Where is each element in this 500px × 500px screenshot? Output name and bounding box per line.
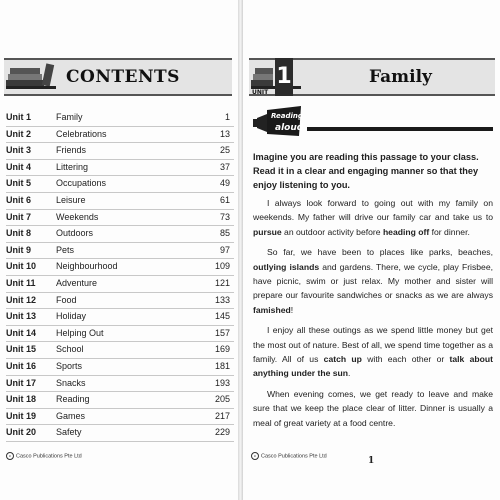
toc-unit: Unit 5	[6, 178, 32, 189]
toc-page: 145	[214, 311, 230, 322]
toc-row	[6, 276, 234, 293]
toc-page: 25	[219, 145, 230, 156]
svg-text:UNIT: UNIT	[252, 89, 269, 94]
toc-page: 157	[214, 327, 230, 338]
toc-row	[6, 425, 234, 442]
toc-title: Littering	[56, 161, 89, 172]
toc-row	[6, 392, 234, 409]
toc-row	[6, 193, 234, 210]
toc-page: 121	[214, 277, 230, 288]
toc-row	[6, 127, 234, 144]
contents-page	[0, 0, 238, 500]
highlighted-phrase: outlying islands	[253, 261, 320, 272]
toc-row	[6, 293, 234, 310]
toc-title: Weekends	[56, 211, 99, 222]
toc-title: Celebrations	[56, 128, 107, 139]
page-number: 1	[368, 456, 375, 466]
toc-title: Helping Out	[56, 327, 104, 338]
toc-unit: Unit 13	[6, 311, 37, 322]
toc-page: 169	[214, 344, 230, 355]
toc-title: Leisure	[56, 194, 86, 205]
passage-text: and gardens. There, we cycle, play Frisbee, have picnic, swim or just relax. My mother and sister will prepare our favourite sandwiches or snacks as we are always	[253, 261, 493, 301]
passage-text: with each other or	[361, 354, 450, 365]
passage-paragraph	[253, 245, 493, 317]
toc-page: 73	[219, 211, 230, 222]
toc-page: 109	[214, 261, 230, 272]
table-of-contents	[6, 110, 234, 442]
toc-page: 61	[219, 194, 230, 205]
toc-unit: Unit 1	[6, 112, 32, 122]
toc-unit: Unit 12	[6, 294, 37, 305]
reading-passage	[253, 196, 493, 436]
svg-text:Reading: Reading	[271, 112, 303, 120]
toc-unit: Unit 6	[6, 194, 32, 205]
toc-page: 181	[214, 360, 230, 371]
toc-unit: Unit 10	[6, 261, 37, 272]
toc-page: 193	[214, 377, 230, 388]
page-title: CONTENTS	[66, 67, 180, 87]
toc-unit: Unit 14	[6, 327, 37, 338]
unit-title: Family	[369, 67, 432, 87]
toc-title: Friends	[56, 145, 87, 156]
passage-text: for dinner.	[429, 226, 470, 237]
svg-text:aloud: aloud	[275, 123, 303, 133]
instructions: Imagine you are reading this passage to your class. Read it in a clear and engaging manner so that they enjoy listening to you.	[253, 152, 479, 190]
toc-title: Sports	[56, 360, 83, 371]
toc-unit: Unit 9	[6, 244, 32, 255]
toc-title: Family	[56, 112, 83, 122]
toc-title: Occupations	[56, 178, 107, 189]
toc-unit: Unit 8	[6, 228, 32, 239]
toc-unit: Unit 7	[6, 211, 32, 222]
highlighted-phrase: heading off	[382, 226, 430, 237]
toc-title: School	[56, 344, 84, 355]
reading-aloud-icon	[253, 104, 303, 140]
highlighted-phrase: talk about anything under the sun	[253, 354, 494, 379]
passage-paragraph	[253, 387, 493, 430]
unit-page	[243, 0, 500, 500]
toc-row	[6, 309, 234, 326]
toc-unit: Unit 4	[6, 161, 32, 172]
toc-page: 133	[214, 294, 230, 305]
toc-unit: Unit 17	[6, 377, 37, 388]
passage-text: !	[290, 304, 294, 315]
toc-title: Safety	[56, 427, 82, 438]
passage-paragraph	[253, 323, 493, 381]
toc-page: 1	[224, 112, 230, 122]
toc-page: 13	[219, 128, 230, 139]
toc-row	[6, 210, 234, 227]
toc-unit: Unit 15	[6, 344, 37, 355]
toc-title: Games	[56, 410, 86, 421]
toc-row	[6, 409, 234, 426]
toc-row	[6, 243, 234, 260]
toc-title: Pets	[56, 244, 75, 255]
books-icon	[4, 60, 60, 94]
toc-unit: Unit 20	[6, 427, 37, 438]
passage-paragraph	[253, 196, 493, 239]
toc-row	[6, 143, 234, 160]
passage-text: .	[348, 368, 351, 379]
unit-number: 1	[276, 64, 292, 89]
passage-text: I enjoy all these outings as we spend little money but get the most out of nature. Best of all, we spend time together as a family. All of us	[253, 325, 493, 365]
highlighted-phrase: famished	[253, 304, 291, 315]
toc-row	[6, 376, 234, 393]
passage-text: So far, we have been to places like parks, beaches,	[267, 247, 493, 258]
toc-row	[6, 326, 234, 343]
toc-title: Reading	[56, 394, 90, 405]
copyright-icon: c	[251, 452, 259, 460]
toc-unit: Unit 16	[6, 360, 37, 371]
toc-unit: Unit 3	[6, 145, 32, 156]
toc-row	[6, 342, 234, 359]
toc-page: 217	[214, 410, 230, 421]
toc-row	[6, 110, 234, 127]
toc-page: 85	[219, 228, 230, 239]
toc-page: 37	[219, 161, 230, 172]
highlighted-phrase: pursue	[253, 226, 282, 237]
toc-unit: Unit 2	[6, 128, 32, 139]
toc-page: 205	[214, 394, 230, 405]
passage-text: When evening comes, we get ready to leave and make sure that we keep the place clear of litter. Dinner is usually a meal of great variety at a food centre.	[253, 388, 493, 428]
passage-text: an outdoor activity before	[281, 226, 383, 237]
passage-text: I always look forward to going out with my family on weekends. My father will drive our family car and take us to	[253, 198, 493, 223]
toc-title: Outdoors	[56, 228, 94, 239]
toc-row	[6, 259, 234, 276]
toc-row	[6, 176, 234, 193]
contents-header-band	[4, 58, 232, 96]
toc-unit: Unit 18	[6, 394, 37, 405]
publisher-footer: c Casco Publications Pte Ltd	[6, 452, 82, 460]
toc-title: Food	[56, 294, 77, 305]
toc-row	[6, 160, 234, 177]
publisher-footer: c Casco Publications Pte Ltd	[251, 452, 327, 460]
toc-unit: Unit 19	[6, 410, 37, 421]
toc-unit: Unit 11	[6, 277, 36, 288]
toc-title: Holiday	[56, 311, 87, 322]
toc-title: Neighbourhood	[56, 261, 118, 272]
toc-page: 97	[219, 244, 230, 255]
toc-page: 229	[214, 427, 230, 438]
toc-title: Adventure	[56, 277, 98, 288]
toc-page: 49	[219, 178, 230, 189]
toc-row	[6, 359, 234, 376]
copyright-icon: c	[6, 452, 14, 460]
highlighted-phrase: catch up	[323, 354, 362, 365]
toc-row	[6, 226, 234, 243]
toc-title: Snacks	[56, 377, 86, 388]
unit-header-band	[249, 58, 495, 96]
section-divider	[307, 127, 493, 131]
